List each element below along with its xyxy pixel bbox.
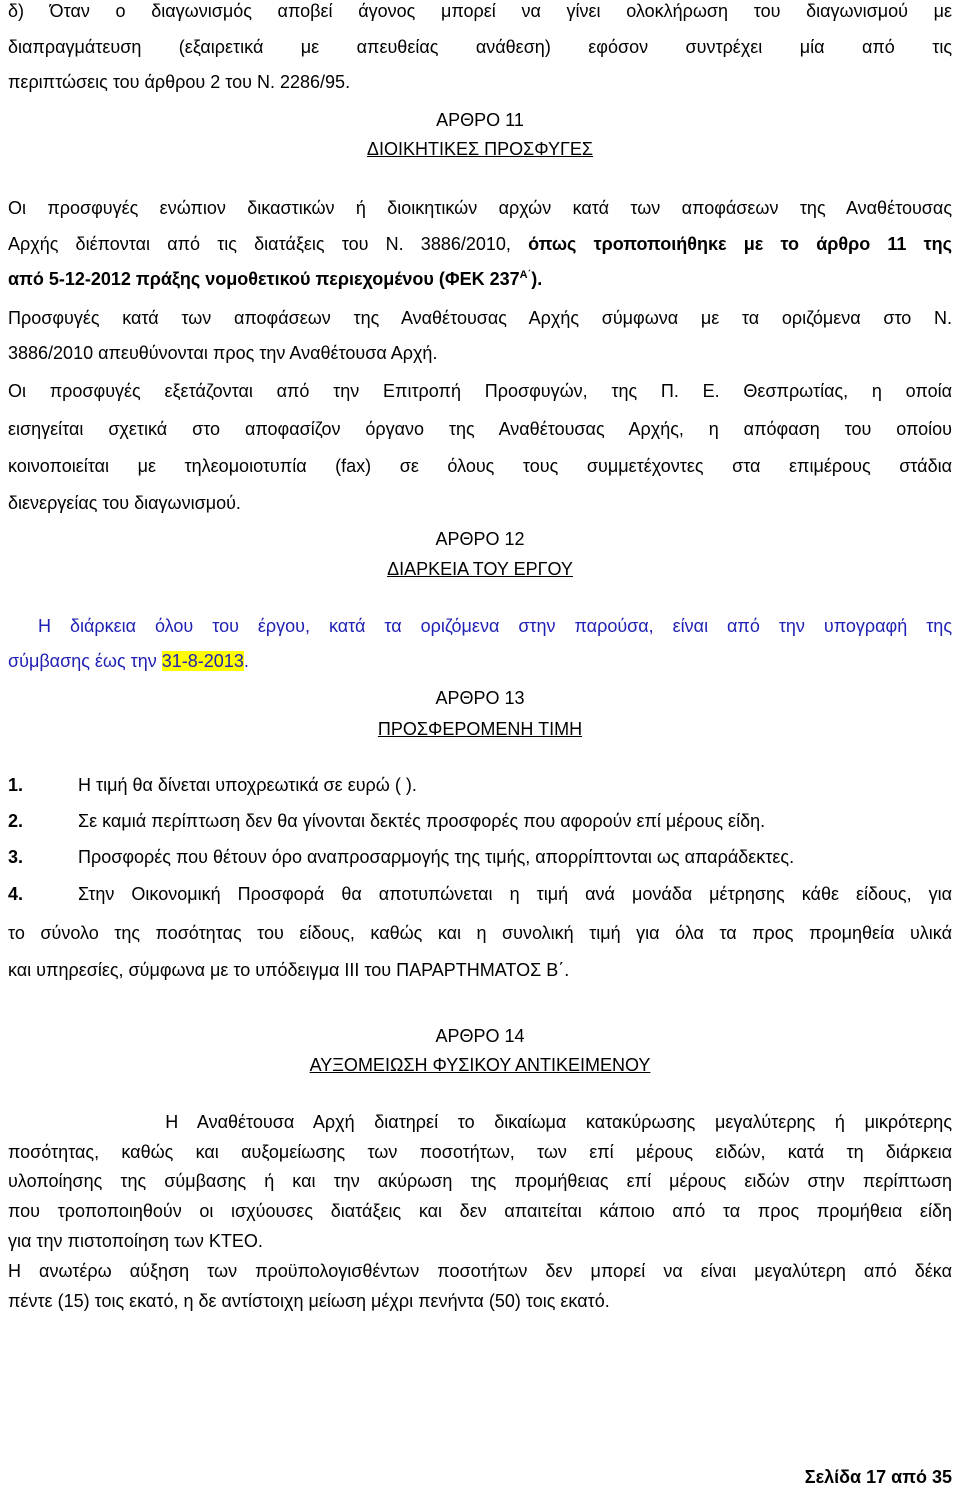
article-number: ΑΡΘΡΟ 13 <box>435 688 525 708</box>
paragraph-line: πέντε (15) τοις εκατό, η δε αντίστοιχη μείωση μέχρι πενήντα (50) τοις εκατό. <box>8 1291 610 1311</box>
paragraph-line: διενεργείας του διαγωνισμού. <box>8 493 241 513</box>
list-item <box>8 810 952 832</box>
paragraph-line: περιπτώσεις του άρθρου 2 του Ν. 2286/95. <box>8 72 351 92</box>
list-item <box>8 883 952 905</box>
paragraph-line: για την πιστοποίηση των ΚΤΕΟ. <box>8 1231 263 1251</box>
article-title-text: ΠΡΟΣΦΕΡΟΜΕΝΗ ΤΙΜΗ <box>377 719 583 739</box>
paragraph-line: διαπραγμάτευση (εξαιρετικά με απευθείας ανάθεση) εφόσον συντρέχει μία από τις <box>8 37 952 57</box>
text-run: ). <box>531 269 543 289</box>
list-item-number: 4. <box>8 884 24 904</box>
article-number: ΑΡΘΡΟ 11 <box>436 110 524 130</box>
paragraph-line: Προσφυγές κατά των αποφάσεων της Αναθέτουσας Αρχής σύμφωνα με τα οριζόμενα στο Ν. <box>8 308 952 328</box>
paragraph-line: που τροποποιηθούν οι ισχύουσες διατάξεις και δεν απαιτείται κάποιο από τα προς προμήθεια είδη <box>8 1201 952 1221</box>
paragraph-line: Η ανωτέρω αύξηση των προϋπολογισθέντων ποσοτήτων δεν μπορεί να είναι μεγαλύτερη από δέκα <box>8 1261 952 1281</box>
list-item <box>8 846 952 868</box>
list-item-number: 3. <box>8 847 24 867</box>
list-item <box>8 774 952 796</box>
paragraph-line <box>8 268 952 290</box>
paragraph-line: κοινοποιείται με τηλεομοιοτυπία (fax) σε όλους τους συμμετέχοντες στα επιμέρους στάδια <box>8 456 952 476</box>
list-item-text: Η τιμή θα δίνεται υποχρεωτικά σε ευρώ ( ). <box>78 775 417 795</box>
paragraph-line: το σύνολο της ποσότητας του είδους, καθώς και η συνολική τιμή για όλα τα προς προμηθεία υλικά <box>8 923 952 943</box>
article-title <box>8 1054 952 1076</box>
list-item-number: 2. <box>8 811 24 831</box>
list-item-text: Στην Οικονομική Προσφορά θα αποτυπώνεται η τιμή ανά μονάδα μέτρησης κάθε είδους, για <box>78 884 952 904</box>
article-title-text: ΔΙΟΙΚΗΤΙΚΕΣ ΠΡΟΣΦΥΓΕΣ <box>366 139 594 159</box>
paragraph-line: Οι προσφυγές ενώπιον δικαστικών ή διοικητικών αρχών κατά των αποφάσεων της Αναθέτουσας <box>8 198 952 218</box>
highlighted-date: 31-8-2013 <box>161 651 244 671</box>
bold-text-run: όπως τροποποιήθηκε με το άρθρο 11 της <box>528 234 953 254</box>
paragraph-line: Η διάρκεια όλου του έργου, κατά τα οριζόμενα στην παρούσα, είναι από την υπογραφή της <box>38 616 952 636</box>
list-item-text: Προσφορές που θέτουν όρο αναπροσαρμογής της τιμής, απορρίπτονται ως απαράδεκτες. <box>78 847 795 867</box>
paragraph-line: υλοποίησης της σύμβασης ή και την ακύρωση της προμήθειας επί μέρους ειδών στην περίπτωση <box>8 1171 952 1191</box>
paragraph-line <box>8 650 952 672</box>
text-run: από 5-12-2012 πράξης νομοθετικού περιεχομένου (ΦΕΚ 237 <box>8 269 520 289</box>
list-item-number: 1. <box>8 775 24 795</box>
paragraph-line: ποσότητας, καθώς και αυξομείωσης των ποσοτήτων, των επί μέρους ειδών, κατά τη διάρκεια <box>8 1142 952 1162</box>
text-run: σύμβασης έως την <box>8 651 162 671</box>
text-run: . <box>243 651 249 671</box>
article-title-text: ΔΙΑΡΚΕΙΑ ΤΟΥ ΕΡΓΟΥ <box>387 559 573 579</box>
paragraph-line: εισηγείται σχετικά στο αποφασίζον όργανο της Αναθέτουσας Αρχής, η απόφαση του οποίου <box>8 419 952 439</box>
article-title-text: ΑΥΞΟΜΕΙΩΣΗ ΦΥΣΙΚΟΥ ΑΝΤΙΚΕΙΜΕΝΟΥ <box>309 1055 651 1075</box>
superscript: Α΄ <box>519 269 532 281</box>
paragraph-line: Οι προσφυγές εξετάζονται από την Επιτροπή Προσφυγών, της Π. Ε. Θεσπρωτίας, η οποία <box>8 381 952 401</box>
article-number: ΑΡΘΡΟ 12 <box>435 529 525 549</box>
article-number: ΑΡΘΡΟ 14 <box>435 1026 525 1046</box>
article-title <box>8 138 952 160</box>
list-item-text: Σε καμιά περίπτωση δεν θα γίνονται δεκτές προσφορές που αφορούν επί μέρους είδη. <box>78 811 766 831</box>
paragraph-line: και υπηρεσίες, σύμφωνα με το υπόδειγμα ΙΙΙ του ΠΑΡΑΡΤΗΜΑΤΟΣ Β΄. <box>8 960 570 980</box>
paragraph-line: δ) Όταν ο διαγωνισμός αποβεί άγονος μπορεί να γίνει ολοκλήρωση του διαγωνισμού με <box>8 1 952 21</box>
paragraph-line: Η Αναθέτουσα Αρχή διατηρεί το δικαίωμα κατακύρωσης μεγαλύτερης ή μικρότερης <box>8 1112 952 1132</box>
article-title <box>8 718 952 740</box>
article-title <box>8 558 952 580</box>
paragraph-line: 3886/2010 απευθύνονται προς την Αναθέτουσα Αρχή. <box>8 343 438 363</box>
paragraph-line <box>8 233 952 255</box>
page-number: Σελίδα 17 από 35 <box>804 1467 952 1487</box>
text-run: Αρχής διέπονται από τις διατάξεις του Ν. 3886/2010, <box>8 234 529 254</box>
